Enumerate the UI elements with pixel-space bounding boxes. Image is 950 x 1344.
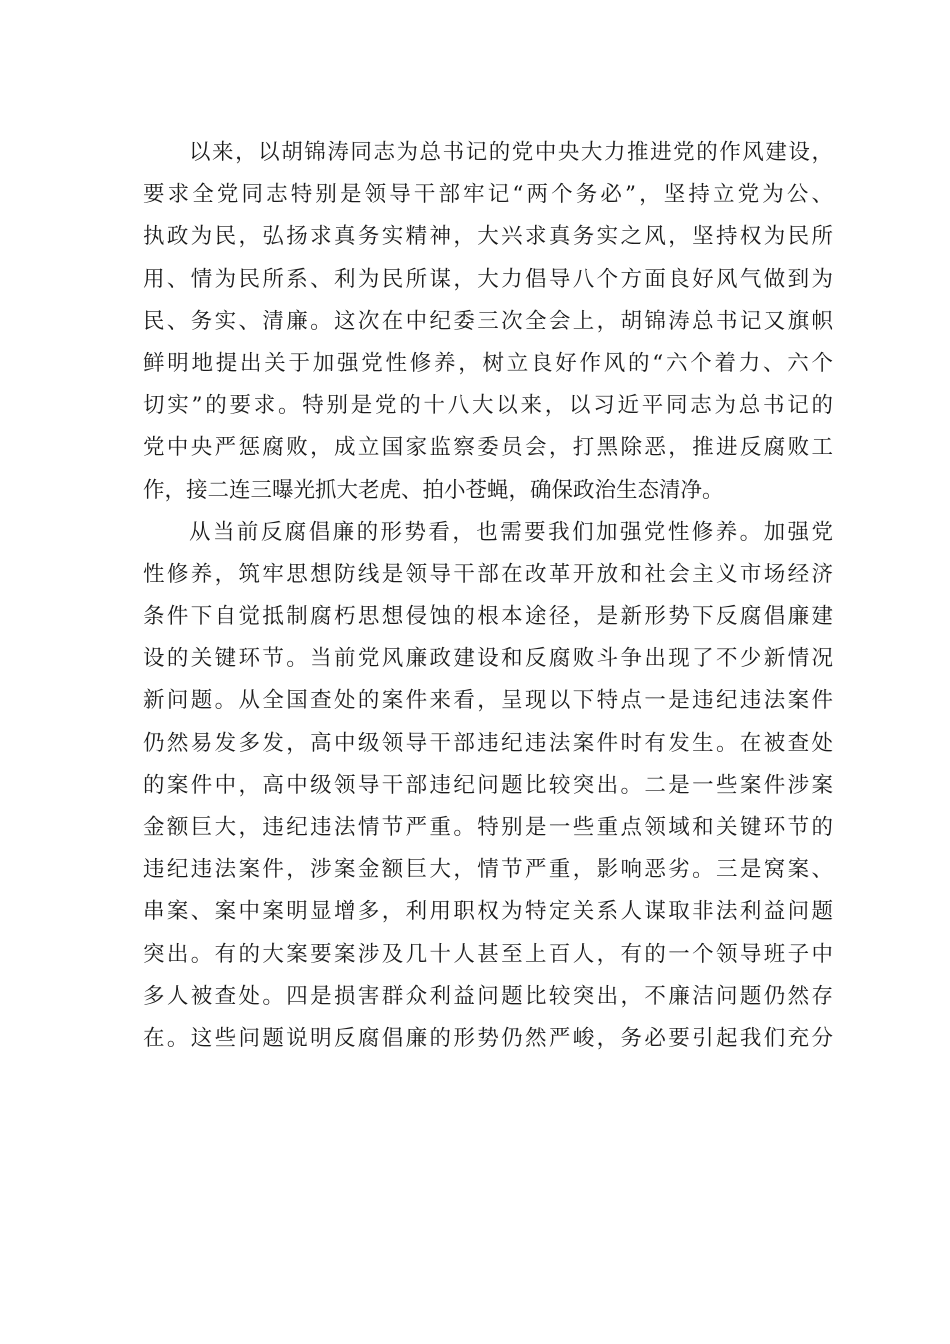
- paragraph-line: 执政为民，弘扬求真务实精神，大兴求真务实之风，坚持权为民所: [143, 224, 833, 250]
- paragraph-line: 以来，以胡锦涛同志为总书记的党中央大力推进党的作风建设，: [189, 140, 833, 165]
- paragraph-line: 鲜明地提出关于加强党性修养，树立良好作风的“六个着力、六个: [143, 350, 833, 376]
- paragraph-line: 在。这些问题说明反腐倡廉的形势仍然严峻，务必要引起我们充分: [143, 1025, 833, 1051]
- paragraph-line: 多人被查处。四是损害群众利益问题比较突出，不廉洁问题仍然存: [143, 983, 833, 1009]
- paragraph-line: 要求全党同志特别是领导干部牢记“两个务必”，坚持立党为公、: [143, 182, 833, 208]
- paragraph-line: 违纪违法案件，涉案金额巨大，情节严重，影响恶劣。三是窝案、: [143, 857, 833, 883]
- paragraph-line: 金额巨大，违纪违法情节严重。特别是一些重点领域和关键环节的: [143, 815, 833, 840]
- paragraph-line: 作，接二连三曝光抓大老虎、拍小苍蝇，确保政治生态清净。: [143, 477, 724, 503]
- paragraph-line: 切实”的要求。特别是党的十八大以来，以习近平同志为总书记的: [143, 393, 833, 419]
- paragraph-2: [143, 512, 833, 1060]
- paragraph-line: 性修养，筑牢思想防线是领导干部在改革开放和社会主义市场经济: [143, 561, 833, 587]
- paragraph-line: 党中央严惩腐败，成立国家监察委员会，打黑除恶，推进反腐败工: [143, 435, 833, 461]
- paragraph-line: 设的关键环节。当前党风廉政建设和反腐败斗争出现了不少新情况: [143, 646, 833, 672]
- paragraph-line: 突出。有的大案要案涉及几十人甚至上百人，有的一个领导班子中: [143, 941, 833, 967]
- paragraph-line: 新问题。从全国查处的案件来看，呈现以下特点一是违纪违法案件: [143, 688, 833, 714]
- paragraph-line: 的案件中，高中级领导干部违纪问题比较突出。二是一些案件涉案: [143, 772, 833, 798]
- body-text: [143, 132, 833, 1060]
- paragraph-line: 仍然易发多发，高中级领导干部违纪违法案件时有发生。在被查处: [143, 730, 833, 756]
- paragraph-line: 用、情为民所系、利为民所谋，大力倡导八个方面良好风气做到为: [143, 266, 833, 292]
- paragraph-1: [143, 132, 833, 512]
- paragraph-line: 条件下自觉抵制腐朽思想侵蚀的根本途径，是新形势下反腐倡廉建: [143, 604, 833, 630]
- paragraph-line: 从当前反腐倡廉的形势看，也需要我们加强党性修养。加强党: [189, 519, 833, 545]
- paragraph-line: 民、务实、清廉。这次在中纪委三次全会上，胡锦涛总书记又旗帜: [143, 308, 833, 334]
- paragraph-line: 串案、案中案明显增多，利用职权为特定关系人谋取非法利益问题: [143, 899, 833, 925]
